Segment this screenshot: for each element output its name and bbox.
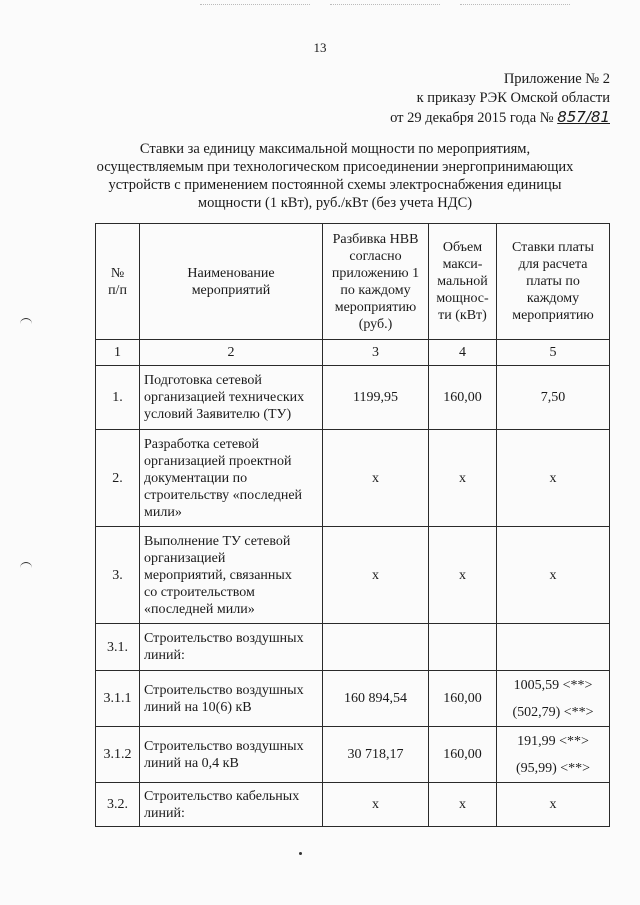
scan-artifact-top xyxy=(200,4,310,19)
table-row xyxy=(96,727,610,783)
table-row xyxy=(96,671,610,727)
row-power: 160,00 xyxy=(429,727,497,783)
row-name: Строительство воздушных линий: xyxy=(140,624,323,671)
header-power: Объем макси- мальной мощнос- ти (кВт) xyxy=(429,224,497,340)
scan-artifact-top xyxy=(330,4,440,19)
title-line: осуществляемым при технологическом присоединении энергопринимающих xyxy=(96,159,574,175)
row-power: 160,00 xyxy=(429,671,497,727)
row-num: 2. xyxy=(96,430,140,527)
row-nvv: 1199,95 xyxy=(323,366,429,430)
row-name: Строительство воздушных линий на 0,4 кВ xyxy=(140,727,323,783)
row-rate: 1005,59 <**> (502,79) <**> xyxy=(497,671,610,727)
appendix-order-date: от 29 декабря 2015 года № 857/81 xyxy=(390,108,610,126)
scan-artifact-top xyxy=(460,4,570,19)
table-row xyxy=(96,366,610,430)
row-rate: 7,50 xyxy=(497,366,610,430)
appendix-title: Приложение № 2 xyxy=(503,71,610,87)
punch-mark xyxy=(20,562,32,570)
row-num: 3.1. xyxy=(96,624,140,671)
row-nvv: х xyxy=(323,527,429,624)
row-nvv: х xyxy=(323,430,429,527)
header-num: № п/п xyxy=(96,224,140,340)
table-row xyxy=(96,783,610,827)
table-row xyxy=(96,430,610,527)
row-name: Разработка сетевой организацией проектной документации по строительству «последней мили» xyxy=(140,430,323,527)
row-nvv: х xyxy=(323,783,429,827)
rates-table xyxy=(95,223,610,827)
row-num: 1. xyxy=(96,366,140,430)
row-power: 160,00 xyxy=(429,366,497,430)
row-name: Выполнение ТУ сетевой организацией мероприятий, связанных со строительством «последней мили» xyxy=(140,527,323,624)
table-header-row xyxy=(96,224,610,340)
header-nvv: Разбивка НВВ согласно приложению 1 по каждому мероприятию (руб.) xyxy=(323,224,429,340)
row-num: 3. xyxy=(96,527,140,624)
row-name: Строительство кабельных линий: xyxy=(140,783,323,827)
row-num: 3.1.1 xyxy=(96,671,140,727)
header-name: Наименование мероприятий xyxy=(140,224,323,340)
row-power: х xyxy=(429,430,497,527)
row-power: х xyxy=(429,527,497,624)
row-name: Строительство воздушных линий на 10(6) кВ xyxy=(140,671,323,727)
row-num: 3.2. xyxy=(96,783,140,827)
row-rate: х xyxy=(497,527,610,624)
column-number: 2 xyxy=(140,340,323,366)
table-row xyxy=(96,624,610,671)
row-rate xyxy=(497,624,610,671)
row-power: х xyxy=(429,783,497,827)
appendix-order-reference: к приказу РЭК Омской области xyxy=(416,90,610,106)
title-line: устройств с применением постоянной схемы электроснабжения единицы xyxy=(108,177,562,193)
column-number: 1 xyxy=(96,340,140,366)
row-nvv: 30 718,17 xyxy=(323,727,429,783)
title-line: мощности (1 кВт), руб./кВт (без учета НДС) xyxy=(197,195,473,211)
header-rate: Ставки платы для расчета платы по каждому мероприятию xyxy=(497,224,610,340)
column-number: 3 xyxy=(323,340,429,366)
column-number: 4 xyxy=(429,340,497,366)
row-rate: 191,99 <**> (95,99) <**> xyxy=(497,727,610,783)
row-num: 3.1.2 xyxy=(96,727,140,783)
column-numbers-row xyxy=(96,340,610,366)
row-rate: х xyxy=(497,430,610,527)
page-number: 13 xyxy=(313,40,327,55)
row-nvv xyxy=(323,624,429,671)
row-rate: х xyxy=(497,783,610,827)
scan-dot xyxy=(299,852,302,855)
appendix-header xyxy=(390,70,610,128)
table-row xyxy=(96,527,610,624)
document-title xyxy=(60,140,610,212)
row-power xyxy=(429,624,497,671)
order-number-handwritten: 857/81 xyxy=(557,108,610,126)
row-nvv: 160 894,54 xyxy=(323,671,429,727)
row-name: Подготовка сетевой организацией технических условий Заявителю (ТУ) xyxy=(140,366,323,430)
column-number: 5 xyxy=(497,340,610,366)
punch-mark xyxy=(20,318,32,326)
title-line: Ставки за единицу максимальной мощности по мероприятиям, xyxy=(139,141,531,157)
